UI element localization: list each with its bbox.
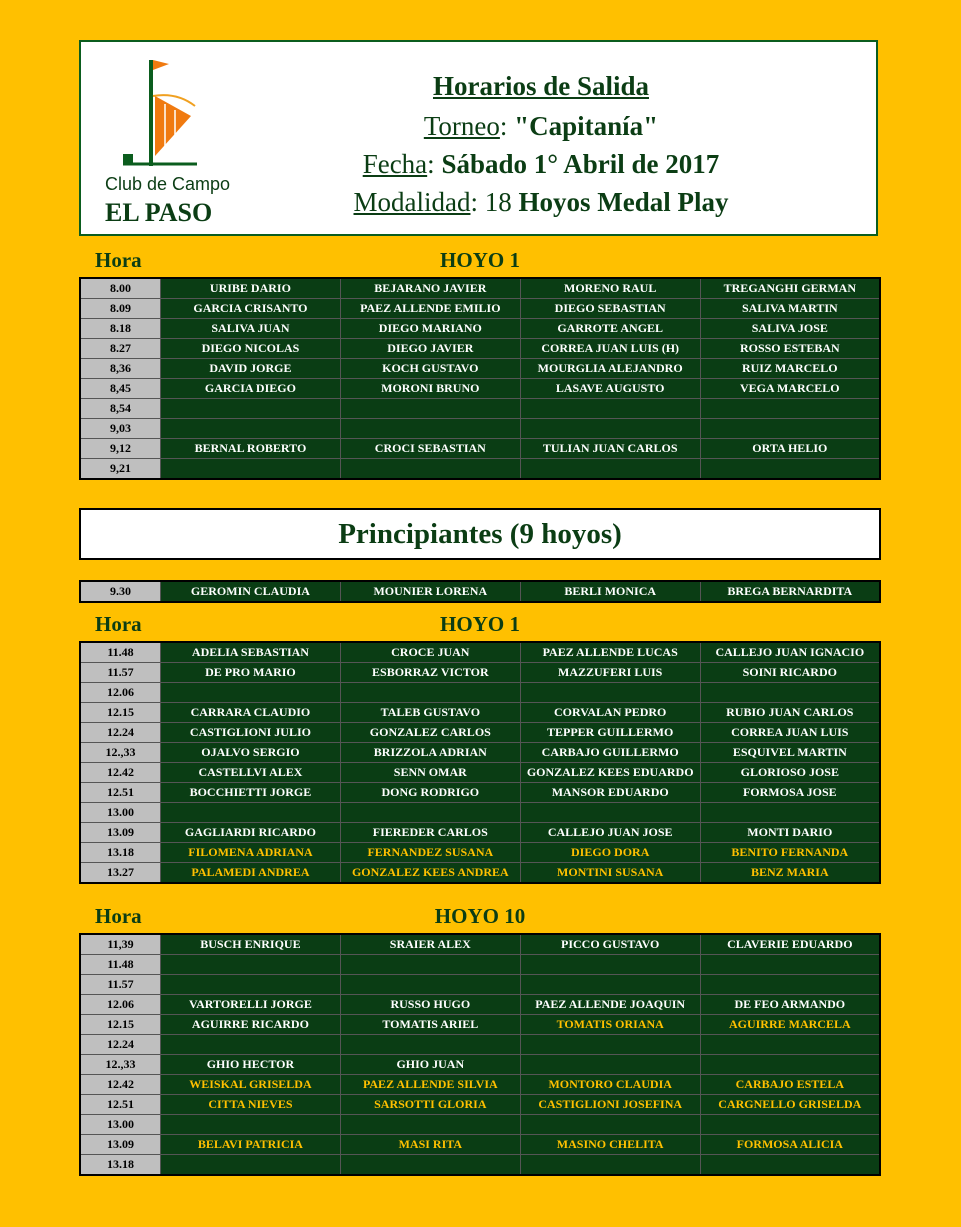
table-row <box>80 955 880 975</box>
table-row <box>80 763 880 783</box>
player-cell: GARCIA CRISANTO <box>161 299 341 319</box>
player-cell: BERNAL ROBERTO <box>161 439 341 459</box>
player-cell: LASAVE AUGUSTO <box>520 379 700 399</box>
player-cell <box>520 1115 700 1135</box>
player-cell: MONTINI SUSANA <box>520 863 700 884</box>
player-cell: TREGANGHI GERMAN <box>700 278 880 299</box>
tee-time-cell: 12.42 <box>80 763 161 783</box>
player-cell <box>161 955 341 975</box>
player-cell: PAEZ ALLENDE EMILIO <box>340 299 520 319</box>
player-cell: GONZALEZ KEES ANDREA <box>340 863 520 884</box>
player-cell: GHIO HECTOR <box>161 1055 341 1075</box>
tee-times-table-principiantes <box>79 580 881 603</box>
tee-time-cell: 11.57 <box>80 975 161 995</box>
player-cell: TALEB GUSTAVO <box>340 703 520 723</box>
table-row <box>80 1075 880 1095</box>
player-cell: AGUIRRE RICARDO <box>161 1015 341 1035</box>
tee-time-cell: 11,39 <box>80 934 161 955</box>
tee-time-cell: 8,36 <box>80 359 161 379</box>
player-cell: BENZ MARIA <box>700 863 880 884</box>
player-cell: GONZALEZ KEES EDUARDO <box>520 763 700 783</box>
player-cell: WEISKAL GRISELDA <box>161 1075 341 1095</box>
player-cell: MAZZUFERI LUIS <box>520 663 700 683</box>
table-row <box>80 399 880 419</box>
player-cell: MASINO CHELITA <box>520 1135 700 1155</box>
table-row <box>80 299 880 319</box>
player-cell: CROCI SEBASTIAN <box>340 439 520 459</box>
player-cell <box>520 803 700 823</box>
tee-time-cell: 12.42 <box>80 1075 161 1095</box>
player-cell: PAEZ ALLENDE JOAQUIN <box>520 995 700 1015</box>
player-cell: ADELIA SEBASTIAN <box>161 642 341 663</box>
tee-time-cell: 13.00 <box>80 1115 161 1135</box>
player-cell: TEPPER GUILLERMO <box>520 723 700 743</box>
tee-time-cell: 11.57 <box>80 663 161 683</box>
player-cell: TULIAN JUAN CARLOS <box>520 439 700 459</box>
table-row <box>80 743 880 763</box>
tee-time-cell: 12.15 <box>80 1015 161 1035</box>
player-cell: OJALVO SERGIO <box>161 743 341 763</box>
tee-time-cell: 13.18 <box>80 843 161 863</box>
table-row <box>80 642 880 663</box>
player-cell: FILOMENA ADRIANA <box>161 843 341 863</box>
player-cell: MANSOR EDUARDO <box>520 783 700 803</box>
player-cell: CORREA JUAN LUIS (H) <box>520 339 700 359</box>
player-cell <box>161 975 341 995</box>
hoyo-label: HOYO 1 <box>440 248 520 272</box>
table-row <box>80 1035 880 1055</box>
torneo-colon: : <box>499 111 515 141</box>
player-cell: PAEZ ALLENDE SILVIA <box>340 1075 520 1095</box>
tee-time-cell: 8.27 <box>80 339 161 359</box>
player-cell: CITTA NIEVES <box>161 1095 341 1115</box>
player-cell: BERLI MONICA <box>520 581 700 602</box>
table-row <box>80 439 880 459</box>
player-cell: DONG RODRIGO <box>340 783 520 803</box>
tee-time-cell: 12.06 <box>80 995 161 1015</box>
player-cell: RUBIO JUAN CARLOS <box>700 703 880 723</box>
page-title <box>231 70 851 102</box>
player-cell <box>340 803 520 823</box>
hora-label: Hora <box>95 248 142 272</box>
player-cell: GARCIA DIEGO <box>161 379 341 399</box>
player-cell <box>161 683 341 703</box>
player-cell: DAVID JORGE <box>161 359 341 379</box>
table-row <box>80 995 880 1015</box>
player-cell <box>700 1035 880 1055</box>
player-cell: SRAIER ALEX <box>340 934 520 955</box>
tee-time-cell: 13.00 <box>80 803 161 823</box>
player-cell <box>520 419 700 439</box>
tee-time-cell: 9,21 <box>80 459 161 480</box>
modalidad-colon: : <box>470 187 485 217</box>
tee-time-cell: 13.09 <box>80 1135 161 1155</box>
table-row <box>80 319 880 339</box>
tee-time-cell: 12.24 <box>80 1035 161 1055</box>
player-cell: DIEGO DORA <box>520 843 700 863</box>
table-row <box>80 783 880 803</box>
player-cell: FORMOSA JOSE <box>700 783 880 803</box>
player-cell <box>161 1155 341 1176</box>
tee-time-cell: 13.27 <box>80 863 161 884</box>
player-cell: FIEREDER CARLOS <box>340 823 520 843</box>
table-row <box>80 359 880 379</box>
tee-times-table-hoyo1-afternoon <box>79 641 881 884</box>
title-text: Horarios de Salida <box>432 71 649 101</box>
modalidad-number: 18 <box>484 187 512 217</box>
player-cell: MASI RITA <box>340 1135 520 1155</box>
player-cell: SALIVA MARTIN <box>700 299 880 319</box>
player-cell <box>161 1115 341 1135</box>
player-cell <box>161 1035 341 1055</box>
player-cell: GARROTE ANGEL <box>520 319 700 339</box>
player-cell: SENN OMAR <box>340 763 520 783</box>
tee-time-cell: 13.09 <box>80 823 161 843</box>
player-cell: PAEZ ALLENDE LUCAS <box>520 642 700 663</box>
player-cell <box>520 1035 700 1055</box>
player-cell: SARSOTTI GLORIA <box>340 1095 520 1115</box>
player-cell: VARTORELLI JORGE <box>161 995 341 1015</box>
player-cell <box>340 1035 520 1055</box>
player-cell: GAGLIARDI RICARDO <box>161 823 341 843</box>
table-row <box>80 683 880 703</box>
player-cell <box>161 399 341 419</box>
modalidad-label: Modalidad <box>353 187 471 217</box>
player-cell <box>340 399 520 419</box>
player-cell: GEROMIN CLAUDIA <box>161 581 341 602</box>
fecha-label: Fecha <box>362 149 428 179</box>
hora-label: Hora <box>95 904 142 928</box>
logo-name-line: EL PASO <box>105 198 213 227</box>
table-row <box>80 1015 880 1035</box>
player-cell: CARGNELLO GRISELDA <box>700 1095 880 1115</box>
table-row <box>80 723 880 743</box>
player-cell: URIBE DARIO <box>161 278 341 299</box>
tee-time-cell: 12.51 <box>80 783 161 803</box>
player-cell <box>700 1115 880 1135</box>
table-row <box>80 934 880 955</box>
player-cell <box>340 975 520 995</box>
torneo-line <box>231 110 851 142</box>
club-logo <box>99 56 229 231</box>
player-cell: CROCE JUAN <box>340 642 520 663</box>
tee-time-cell: 12.,33 <box>80 743 161 763</box>
tee-time-cell: 8.09 <box>80 299 161 319</box>
player-cell: KOCH GUSTAVO <box>340 359 520 379</box>
player-cell <box>700 683 880 703</box>
tee-time-cell: 8.18 <box>80 319 161 339</box>
table-row <box>80 581 880 602</box>
tee-time-cell: 12.,33 <box>80 1055 161 1075</box>
player-cell: FERNANDEZ SUSANA <box>340 843 520 863</box>
table-row <box>80 278 880 299</box>
player-cell <box>700 1055 880 1075</box>
player-cell <box>700 419 880 439</box>
hora-label: Hora <box>95 612 142 636</box>
player-cell: CORVALAN PEDRO <box>520 703 700 723</box>
player-cell <box>161 419 341 439</box>
player-cell: SOINI RICARDO <box>700 663 880 683</box>
tee-time-cell: 9.30 <box>80 581 161 602</box>
table-row <box>80 1055 880 1075</box>
player-cell: BREGA BERNARDITA <box>700 581 880 602</box>
player-cell: CALLEJO JUAN JOSE <box>520 823 700 843</box>
tee-time-cell: 12.15 <box>80 703 161 723</box>
table-row <box>80 1155 880 1176</box>
player-cell: BUSCH ENRIQUE <box>161 934 341 955</box>
table-row <box>80 379 880 399</box>
player-cell <box>700 955 880 975</box>
player-cell: GONZALEZ CARLOS <box>340 723 520 743</box>
tee-time-cell: 8,54 <box>80 399 161 419</box>
player-cell <box>520 1055 700 1075</box>
player-cell: CASTIGLIONI JULIO <box>161 723 341 743</box>
table-row <box>80 1135 880 1155</box>
modalidad-line <box>231 186 851 218</box>
header-box <box>79 40 878 236</box>
player-cell: CALLEJO JUAN IGNACIO <box>700 642 880 663</box>
tee-time-cell: 13.18 <box>80 1155 161 1176</box>
table-row <box>80 863 880 884</box>
tee-times-table-hoyo1-morning <box>79 277 881 480</box>
player-cell: ORTA HELIO <box>700 439 880 459</box>
table-row <box>80 843 880 863</box>
player-cell: ROSSO ESTEBAN <box>700 339 880 359</box>
table-row <box>80 823 880 843</box>
torneo-label: Torneo <box>423 111 500 141</box>
player-cell: CLAVERIE EDUARDO <box>700 934 880 955</box>
player-cell: CARRARA CLAUDIO <box>161 703 341 723</box>
player-cell: MONTI DARIO <box>700 823 880 843</box>
tee-time-cell: 9,12 <box>80 439 161 459</box>
tee-time-cell: 12.06 <box>80 683 161 703</box>
player-cell: GHIO JUAN <box>340 1055 520 1075</box>
table-row <box>80 1095 880 1115</box>
table-row <box>80 339 880 359</box>
tee-time-cell: 12.24 <box>80 723 161 743</box>
player-cell <box>520 955 700 975</box>
player-cell: BELAVI PATRICIA <box>161 1135 341 1155</box>
player-cell: MONTORO CLAUDIA <box>520 1075 700 1095</box>
player-cell: RUSSO HUGO <box>340 995 520 1015</box>
tee-time-cell: 12.51 <box>80 1095 161 1115</box>
player-cell <box>700 1155 880 1176</box>
section1-head <box>79 248 881 274</box>
table-row <box>80 975 880 995</box>
player-cell: MORENO RAUL <box>520 278 700 299</box>
player-cell: GLORIOSO JOSE <box>700 763 880 783</box>
player-cell: BENITO FERNANDA <box>700 843 880 863</box>
player-cell: PALAMEDI ANDREA <box>161 863 341 884</box>
tee-times-table-hoyo10 <box>79 933 881 1176</box>
player-cell: MOURGLIA ALEJANDRO <box>520 359 700 379</box>
player-cell <box>520 399 700 419</box>
player-cell <box>340 1155 520 1176</box>
player-cell: DIEGO MARIANO <box>340 319 520 339</box>
tee-time-cell: 8.00 <box>80 278 161 299</box>
table-row <box>80 1115 880 1135</box>
fecha-colon: : <box>427 149 442 179</box>
player-cell <box>700 399 880 419</box>
player-cell <box>340 955 520 975</box>
player-cell <box>161 459 341 480</box>
player-cell: TOMATIS ARIEL <box>340 1015 520 1035</box>
player-cell <box>340 459 520 480</box>
player-cell: BEJARANO JAVIER <box>340 278 520 299</box>
logo-club-line: Club de Campo <box>105 174 231 194</box>
table-row <box>80 419 880 439</box>
player-cell <box>520 683 700 703</box>
player-cell: SALIVA JUAN <box>161 319 341 339</box>
table-row <box>80 703 880 723</box>
player-cell <box>520 459 700 480</box>
section3-head <box>79 904 881 930</box>
hoyo-label: HOYO 1 <box>440 612 520 636</box>
player-cell: SALIVA JOSE <box>700 319 880 339</box>
player-cell: MORONI BRUNO <box>340 379 520 399</box>
fecha-line <box>231 148 851 180</box>
player-cell <box>340 683 520 703</box>
player-cell <box>340 419 520 439</box>
player-cell <box>700 803 880 823</box>
player-cell: CARBAJO ESTELA <box>700 1075 880 1095</box>
fecha-value: Sábado 1° Abril de 2017 <box>441 149 720 179</box>
tee-time-cell: 8,45 <box>80 379 161 399</box>
player-cell: MOUNIER LORENA <box>340 581 520 602</box>
player-cell: AGUIRRE MARCELA <box>700 1015 880 1035</box>
player-cell: BOCCHIETTI JORGE <box>161 783 341 803</box>
player-cell: DE PRO MARIO <box>161 663 341 683</box>
modalidad-value: Hoyos Medal Play <box>518 187 729 217</box>
player-cell: CORREA JUAN LUIS <box>700 723 880 743</box>
player-cell: DIEGO JAVIER <box>340 339 520 359</box>
player-cell: CARBAJO GUILLERMO <box>520 743 700 763</box>
player-cell <box>161 803 341 823</box>
hoyo-label: HOYO 10 <box>434 904 526 928</box>
player-cell: FORMOSA ALICIA <box>700 1135 880 1155</box>
tee-time-cell: 11.48 <box>80 642 161 663</box>
table-row <box>80 459 880 480</box>
table-row <box>80 663 880 683</box>
section2-head <box>79 612 881 638</box>
player-cell <box>520 975 700 995</box>
player-cell: ESBORRAZ VICTOR <box>340 663 520 683</box>
player-cell: DE FEO ARMANDO <box>700 995 880 1015</box>
principiantes-title: Principiantes (9 hoyos) <box>79 508 881 560</box>
player-cell <box>340 1115 520 1135</box>
player-cell: CASTIGLIONI JOSEFINA <box>520 1095 700 1115</box>
torneo-value: "Capitanía" <box>514 111 659 141</box>
player-cell: ESQUIVEL MARTIN <box>700 743 880 763</box>
player-cell <box>700 459 880 480</box>
player-cell: PICCO GUSTAVO <box>520 934 700 955</box>
player-cell <box>520 1155 700 1176</box>
player-cell: RUIZ MARCELO <box>700 359 880 379</box>
player-cell: BRIZZOLA ADRIAN <box>340 743 520 763</box>
player-cell: CASTELLVI ALEX <box>161 763 341 783</box>
tee-time-cell: 11.48 <box>80 955 161 975</box>
table-row <box>80 803 880 823</box>
player-cell: TOMATIS ORIANA <box>520 1015 700 1035</box>
player-cell <box>700 975 880 995</box>
player-cell: DIEGO SEBASTIAN <box>520 299 700 319</box>
tee-time-cell: 9,03 <box>80 419 161 439</box>
player-cell: DIEGO NICOLAS <box>161 339 341 359</box>
player-cell: VEGA MARCELO <box>700 379 880 399</box>
golf-flag-logo-icon <box>119 56 214 171</box>
